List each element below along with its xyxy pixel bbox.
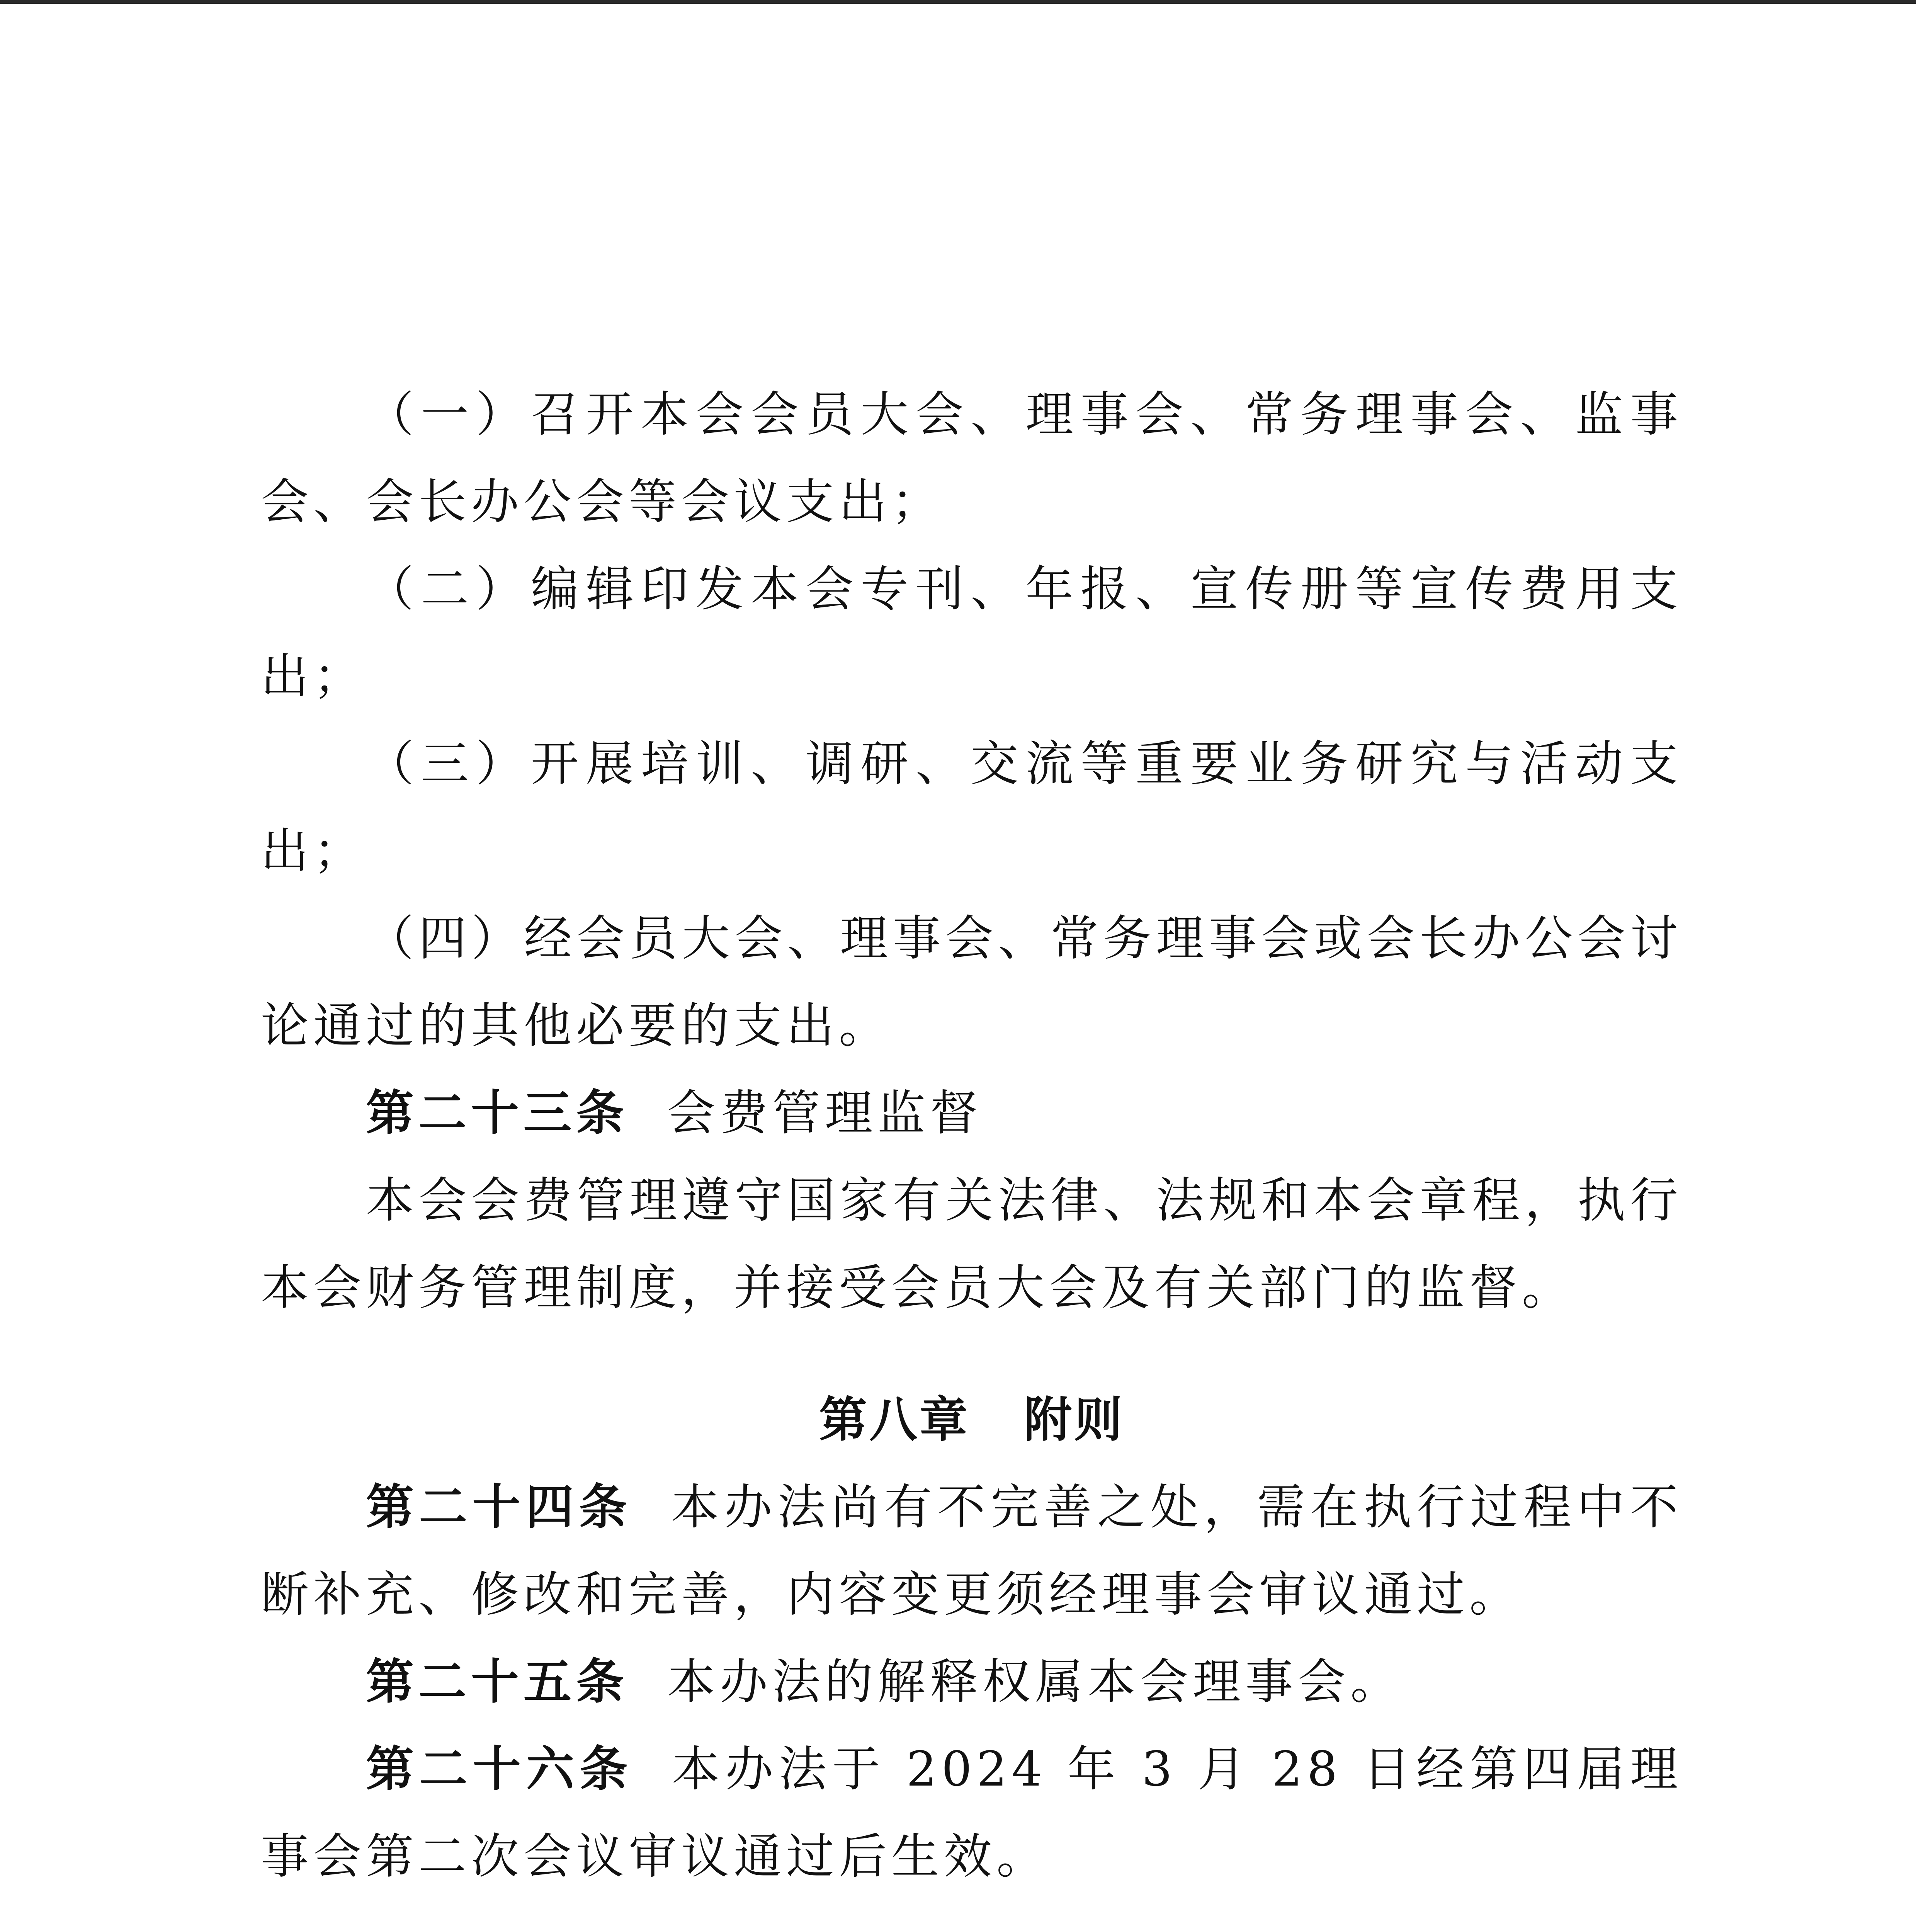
list-item-4: （四）经会员大会、理事会、常务理事会或会长办公会讨论通过的其他必要的支出。 [261, 911, 1683, 1054]
list-item-1: （一）召开本会会员大会、理事会、常务理事会、监事会、会长办公会等会议支出； [261, 387, 1683, 530]
chapter-number: 第八章 [819, 1392, 970, 1448]
chapter-heading [261, 1376, 1683, 1464]
article-26-label: 第二十六条 [366, 1742, 633, 1797]
article-23-label: 第二十三条 [366, 1085, 629, 1141]
article-26-body: 本办法于 2024 年 3 月 28 日经第四届理事会第二次会议审议通过后生效。 [261, 1742, 1683, 1884]
article-24 [261, 1464, 1683, 1638]
list-item-3: （三）开展培训、调研、交流等重要业务研究与活动支出； [261, 736, 1683, 879]
list-item-2: （二）编辑印发本会专刊、年报、宣传册等宣传费用支出； [261, 561, 1683, 704]
article-26 [261, 1726, 1683, 1900]
article-25 [261, 1638, 1683, 1726]
article-24-label: 第二十四条 [366, 1480, 632, 1535]
chapter-title: 附则 [1024, 1392, 1125, 1448]
article-23-heading [261, 1070, 1683, 1157]
article-23-body: 本会会费管理遵守国家有关法律、法规和本会章程，执行本会财务管理制度，并接受会员大会及有关部门的监督。 [261, 1173, 1683, 1316]
article-25-label: 第二十五条 [366, 1654, 629, 1710]
article-25-body: 本办法的解释权属本会理事会。 [667, 1654, 1403, 1710]
article-24-body: 本办法尚有不完善之处，需在执行过程中不断补充、修改和完善，内容变更须经理事会审议通过。 [261, 1480, 1683, 1622]
article-23-title: 会费管理监督 [667, 1085, 983, 1141]
document-body [261, 371, 1683, 1900]
scan-edge-line [0, 0, 1916, 4]
